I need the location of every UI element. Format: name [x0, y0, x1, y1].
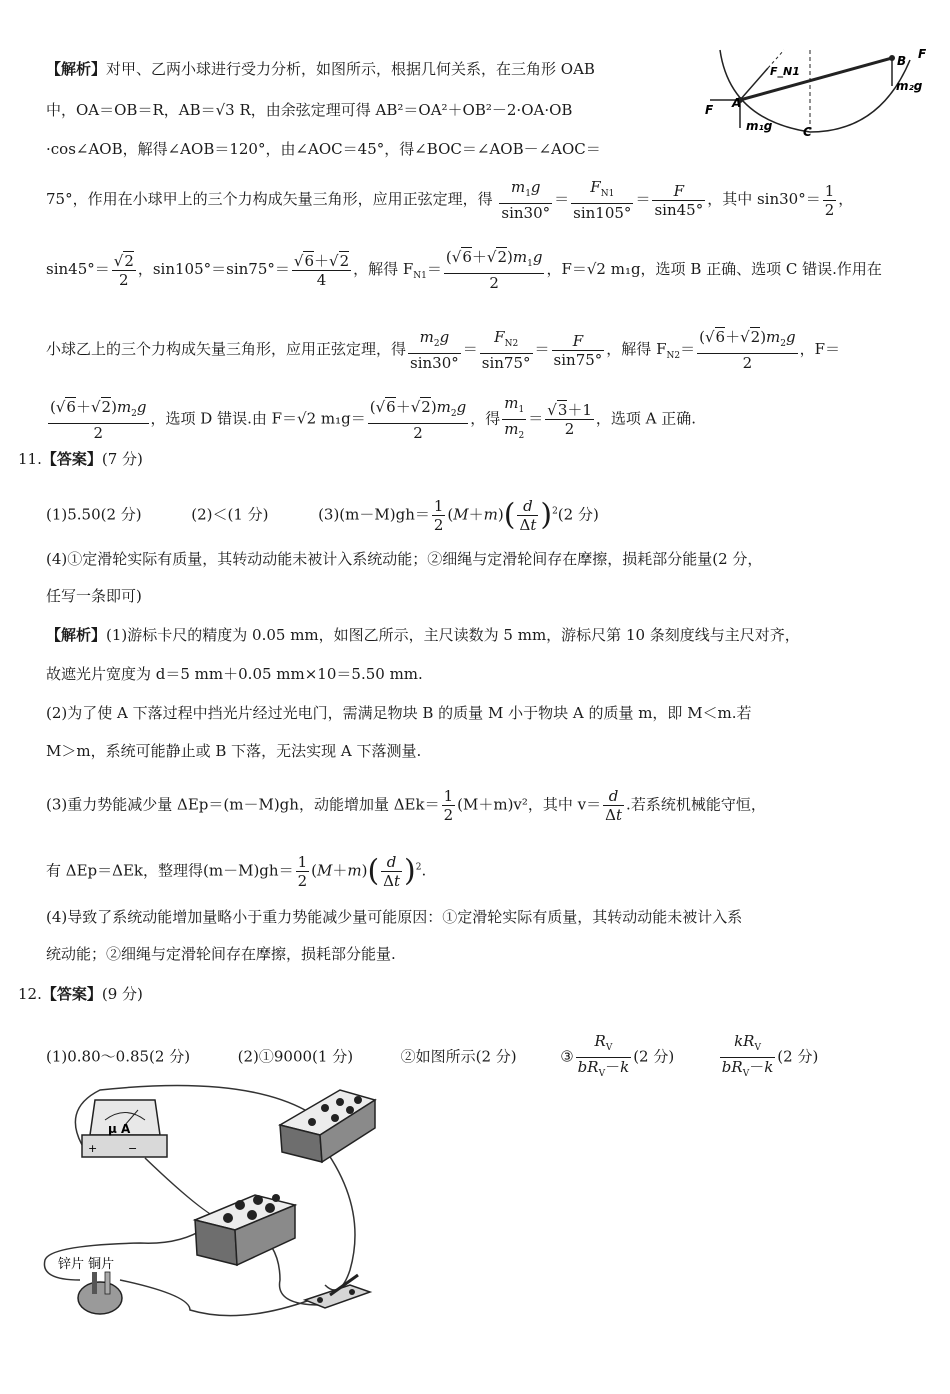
fraction: $\frac{F}{\sin 45^\circ}$ — [654, 181, 704, 219]
q10-line5: sin45°＝ $\frac{√2}{2}$ ，sin105°＝sin75°＝ $\frac{√6+√2}{4}$ ，解得 $F_{N1}=$ $\frac{(√6+√2)m_1g}{2}$ ，F＝√2 m₁g，选项 B 正确、选项 C 错误.作用在 — [46, 248, 882, 292]
fraction: $\frac{m_2g}{\sin 30^\circ}$ — [410, 328, 459, 372]
fraction: $\frac{√3+1}{2}$ — [547, 401, 592, 438]
q10-line7: $\frac{(√6+√2)m_2g}{2}$ ，选项 D 错误.由 F＝√2 m₁g＝ $\frac{(√6+√2)m_2g}{2}$ ，得 $\frac{m_1}{m_2}$ ＝ $\frac{√3+1}{2}$ ，选项 A 正确. — [46, 394, 696, 445]
q10-line2: 中，OA＝OB＝R，AB＝√3 R，由余弦定理可得 AB²＝OA²＋OB²－2·OA·OB — [46, 101, 573, 119]
fraction: $\frac{d}{\Delta t}$ — [519, 497, 537, 534]
label-m2g: m₂g — [896, 79, 923, 93]
fraction: $\frac{F_{N1}}{\sin 105^\circ}$ — [573, 178, 632, 222]
q12-answers: (1)0.80～0.85(2 分) (2)①9000(1 分) ②如图所示(2 分) ③ $\frac{R_V}{bR_V-k}$ (2 分) $\frac{kR_V}{bR_V-k}$ (2 分) — [46, 1032, 818, 1083]
label-C: C — [803, 125, 812, 139]
force-diagram — [700, 40, 945, 150]
electrode-label: 锌片 铜片 — [58, 1257, 115, 1272]
q11-analysis-1b: 故遮光片宽度为 d＝5 mm＋0.05 mm×10＝5.50 mm. — [46, 665, 423, 683]
fraction: $\frac{m_1}{m_2}$ — [504, 394, 525, 441]
label-m1g: m₁g — [746, 119, 773, 133]
q10-line1: 【解析】对甲、乙两小球进行受力分析，如图所示，根据几何关系，在三角形 OAB — [46, 60, 595, 78]
fraction: $\frac{√2}{2}$ — [113, 251, 134, 289]
label-FN1: F_N1 — [770, 65, 800, 78]
plus-terminal-label: + — [88, 1142, 98, 1155]
q11-analysis-4b: 统动能；②细绳与定滑轮间存在摩擦，损耗部分能量. — [46, 945, 396, 963]
fraction: $\frac{1}{2}$ — [443, 787, 454, 824]
fraction: $\frac{1}{2}$ — [433, 497, 444, 534]
fraction: $\frac{√6+√2}{4}$ — [293, 251, 350, 289]
analysis-tag: 【解析】 — [46, 60, 107, 78]
fraction: $\frac{1}{2}$ — [824, 181, 835, 219]
minus-terminal-label: − — [128, 1142, 138, 1155]
fraction: $\frac{(√6+√2)m_2g}{2}$ — [699, 328, 796, 372]
label-F-left: F — [705, 103, 714, 117]
label-F-right: F — [918, 47, 927, 61]
fraction: $\frac{(√6+√2)m_2g}{2}$ — [50, 397, 147, 442]
q11-analysis-4a: (4)导致了系统动能增加量略小于重力势能减少量可能原因：①定滑轮实际有质量，其转动动能未被计入系 — [46, 908, 743, 926]
q10-line4: 75°，作用在小球甲上的三个力构成矢量三角形，应用正弦定理，得 $\frac{m_1g}{\sin 30^\circ}$ ＝ $\frac{F_{N1}}{\sin 105^\circ}$ ＝ $\frac{F}{\sin 45^\circ}$ ，其中 sin30°＝ $\frac{1}{2}$ ， — [46, 178, 854, 222]
microammeter — [82, 1100, 167, 1157]
q11-answer4-line1: (4)①定滑轮实际有质量，其转动动能未被计入系统动能；②细绳与定滑轮间存在摩擦，损耗部分能量(2 分， — [46, 550, 763, 568]
fraction: $\frac{F_{N2}}{\sin 75^\circ}$ — [481, 328, 531, 372]
fruit-battery — [58, 1256, 122, 1314]
q11-answers-1-3: (1)5.50(2 分) (2)＜(1 分) (3)(m－M)gh＝ $\frac{1}{2}$ (M＋m)( $\frac{d}{\Delta t}$ )$^2$(2 分) — [46, 497, 599, 534]
resistance-box-1 — [280, 1090, 375, 1162]
q12-header: 12.【答案】(9 分) — [18, 985, 143, 1003]
q11-analysis-2a: (2)为了使 A 下落过程中挡光片经过光电门，需满足物块 B 的质量 M 小于物块 A 的质量 m，即 M＜m.若 — [46, 704, 752, 722]
fraction: $\frac{kR_V}{bR_V-k}$ — [721, 1032, 774, 1079]
circuit-diagram — [40, 1080, 420, 1330]
q10-line6: 小球乙上的三个力构成矢量三角形，应用正弦定理，得 $\frac{m_2g}{\sin 30^\circ}$ ＝ $\frac{F_{N2}}{\sin 75^\circ}$ ＝ $\frac{F}{\sin 75^\circ}$ ，解得 $F_{N2}=$ $\frac{(√6+√2)m_2g}{2}$ ，F＝ — [46, 328, 841, 372]
label-A: A — [732, 96, 742, 110]
q11-analysis-3a: (3)重力势能减少量 ΔEp＝(m－M)gh，动能增加量 ΔEk＝ $\frac{1}{2}$ (M＋m)v²，其中 v＝ $\frac{d}{\Delta t}$ .若系统机械能守恒， — [46, 787, 766, 824]
fraction: $\frac{d}{\Delta t}$ — [605, 787, 623, 824]
q11-analysis-2b: M＞m，系统可能静止或 B 下落，无法实现 A 下落测量. — [46, 742, 422, 760]
q11-answer4-line2: 任写一条即可) — [46, 587, 142, 605]
q11-analysis-3b: 有 ΔEp＝ΔEk，整理得(m－M)gh＝ $\frac{1}{2}$ (M＋m)( $\frac{d}{\Delta t}$ )$^2$. — [46, 853, 427, 890]
knife-switch — [305, 1275, 370, 1308]
fraction: $\frac{1}{2}$ — [297, 853, 308, 890]
label-B: B — [897, 54, 907, 68]
fraction: $\frac{m_1g}{\sin 30^\circ}$ — [501, 178, 551, 222]
fraction: $\frac{(√6+√2)m_1g}{2}$ — [445, 248, 543, 292]
resistance-box-2 — [195, 1194, 295, 1265]
q10-line3: ·cos∠AOB，解得∠AOB＝120°，由∠AOC＝45°，得∠BOC＝∠AOB－∠AOC＝ — [46, 140, 601, 158]
fraction: $\frac{R_V}{bR_V-k}$ — [577, 1032, 630, 1079]
meter-label: μ A — [108, 1122, 131, 1136]
fraction: $\frac{d}{\Delta t}$ — [383, 853, 401, 890]
fraction: $\frac{F}{\sin 75^\circ}$ — [553, 331, 603, 369]
q11-analysis-1a: 【解析】(1)游标卡尺的精度为 0.05 mm，如图乙所示，主尺读数为 5 mm，游标尺第 10 条刻度线与主尺对齐， — [46, 626, 800, 644]
fraction: $\frac{(√6+√2)m_2g}{2}$ — [369, 397, 467, 442]
q11-header: 11.【答案】(7 分) — [18, 450, 143, 468]
